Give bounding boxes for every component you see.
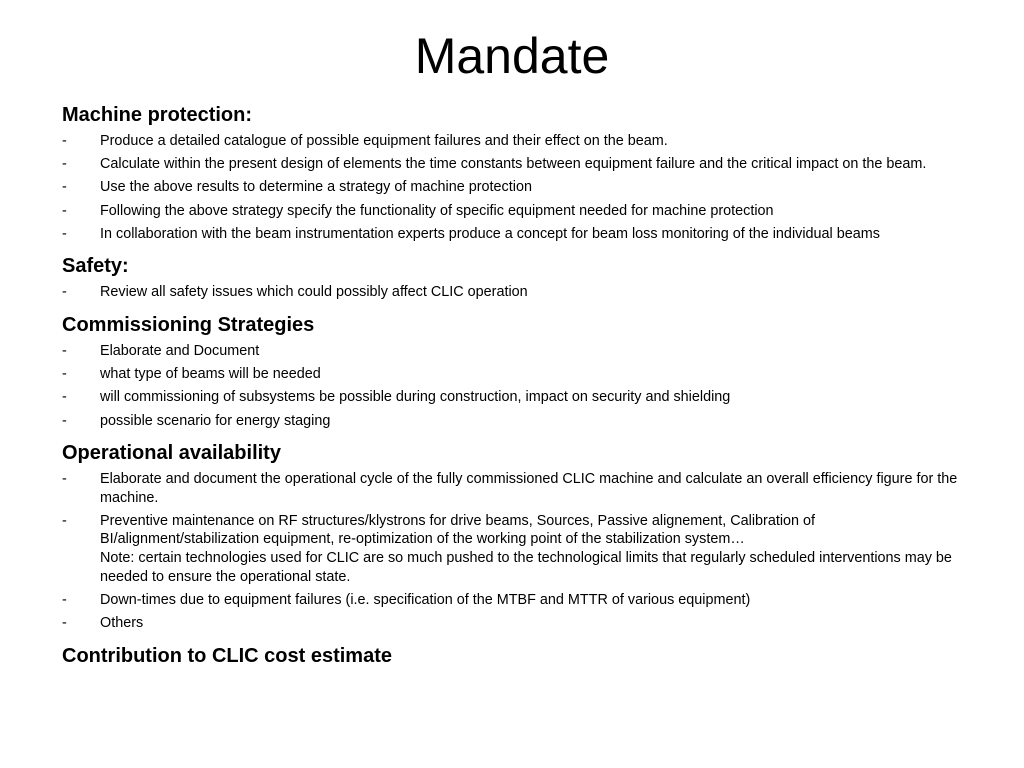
list-item (62, 202, 972, 221)
list-item (62, 225, 972, 244)
bullet-dash: - (62, 389, 67, 406)
section-commissioning-strategies (62, 312, 972, 430)
list-item (62, 365, 972, 384)
list-item-text: Review all safety issues which could possibly affect CLIC operation (100, 284, 528, 301)
list-item (62, 342, 972, 361)
bullet-dash: - (62, 615, 67, 632)
bullet-dash: - (62, 412, 67, 429)
list-item (62, 132, 972, 151)
list-item-text: Elaborate and Document (100, 342, 260, 359)
list-item (62, 155, 972, 174)
list-item-text: Others (100, 615, 144, 632)
bullet-list (62, 470, 972, 633)
section-heading: Contribution to CLIC cost estimate (62, 644, 392, 667)
list-item-text: will commissioning of subsystems be possible during construction, impact on security and shielding (100, 389, 731, 406)
list-item-text: Down-times due to equipment failures (i.e. specification of the MTBF and MTTR of various equipment) (100, 591, 751, 608)
list-item (62, 178, 972, 197)
section-safety (62, 253, 972, 302)
list-item (62, 388, 972, 407)
list-item-text: Produce a detailed catalogue of possible equipment failures and their effect on the beam. (100, 133, 668, 149)
bullet-dash: - (62, 512, 67, 529)
bullet-dash: - (62, 156, 67, 173)
bullet-dash: - (62, 342, 67, 359)
bullet-list (62, 342, 972, 430)
bullet-dash: - (62, 284, 67, 301)
list-item (62, 614, 972, 633)
list-item (62, 283, 972, 302)
bullet-dash: - (62, 471, 67, 488)
bullet-dash: - (62, 179, 67, 196)
list-item-note: Note: certain technologies used for CLIC are so much pushed to the technological limits that regularly scheduled interventions may be needed to ensure the operational state. (100, 550, 952, 585)
list-item (62, 470, 972, 507)
list-item-text: Calculate within the present design of elements the time constants between equipment failure and the critical impact on the beam. (100, 156, 927, 173)
list-item (62, 591, 972, 610)
list-item-text: Use the above results to determine a strategy of machine protection (100, 179, 532, 196)
section-heading: Commissioning Strategies (62, 313, 315, 336)
bullet-list (62, 132, 972, 243)
slide-title: Mandate (414, 28, 610, 84)
section-heading: Operational availability (62, 442, 281, 465)
section-contribution-cost-estimate (62, 643, 972, 669)
list-item-text: possible scenario for energy staging (100, 412, 331, 429)
bullet-dash: - (62, 591, 67, 608)
list-item-text: Preventive maintenance on RF structures/klystrons for drive beams, Sources, Passive alignement, Calibration of BI/alignment/stabilization equipment, re-optimization of the working point of the stabilization system… (100, 512, 816, 548)
list-item-text: In collaboration with the beam instrumentation experts produce a concept for beam loss monitoring of the individual beams (100, 225, 880, 242)
bullet-dash: - (62, 202, 67, 219)
list-item (62, 412, 972, 431)
bullet-dash: - (62, 366, 67, 383)
bullet-list (62, 283, 972, 302)
list-item-text: what type of beams will be needed (100, 366, 321, 383)
section-machine-protection (62, 102, 972, 243)
section-operational-availability (62, 440, 972, 633)
section-heading: Machine protection: (62, 104, 253, 126)
list-item-text: Following the above strategy specify the functionality of specific equipment needed for machine protection (100, 202, 774, 219)
bullet-dash: - (62, 133, 67, 149)
list-item (62, 512, 972, 586)
slide-content (62, 102, 972, 679)
list-item-text: Elaborate and document the operational cycle of the fully commissioned CLIC machine and calculate an overall efficiency figure for the machine. (100, 471, 958, 506)
bullet-dash: - (62, 225, 67, 242)
section-heading: Safety: (62, 255, 129, 278)
